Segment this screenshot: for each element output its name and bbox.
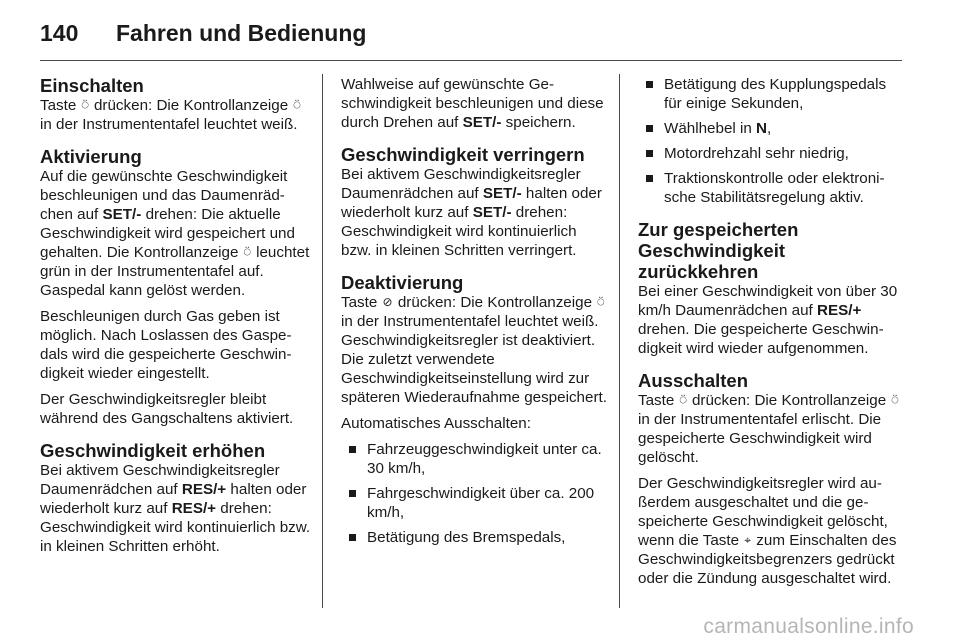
cancel-icon: ⊘ bbox=[382, 295, 393, 309]
list-item: Betätigung des Kupplungspedals für einige Sekunden, bbox=[638, 75, 904, 113]
paragraph: Bei aktivem Geschwindigkeitsregler Daumenrädchen auf RES/+ halten oder wiederholt kurz auf RES/+ drehen: Geschwindigkeit wird kontinuierlich bzw. in kleinen Schritten erhöht. bbox=[40, 462, 311, 555]
section bbox=[341, 144, 607, 260]
section bbox=[40, 440, 312, 556]
paragraph: Bei aktivem Geschwindigkeitsregler Daumenrädchen auf SET/- halten oder wiederholt kurz auf SET/- drehen: Geschwindigkeit wird kontinuierlich bzw. in kleinen Schritten verringert. bbox=[341, 166, 602, 259]
paragraph: Wahlweise auf gewünschte Geschwindigkeit beschleunigen und diese durch Drehen auf SET/- speichern. bbox=[341, 76, 604, 131]
section-heading: Geschwindigkeit verringern bbox=[341, 144, 585, 165]
section bbox=[638, 370, 904, 588]
paragraph: Taste ⍥ drücken: Die Kontrollanzeige ⍥ in der Instrumententafel leuchtet weiß. bbox=[40, 97, 301, 133]
cruise-control-icon: ⍥ bbox=[81, 98, 89, 112]
paragraph: Der Geschwindigkeitsregler bleibt während des Gangschaltens aktiviert. bbox=[40, 391, 294, 427]
list-item: Betätigung des Bremspedals, bbox=[341, 528, 607, 547]
speed-limiter-icon: ⌖ bbox=[744, 533, 752, 547]
section-heading: Aktivierung bbox=[40, 146, 142, 167]
paragraph: Automatisches Ausschalten: bbox=[341, 415, 531, 432]
column-divider bbox=[619, 74, 620, 608]
cruise-control-icon: ⍥ bbox=[891, 393, 899, 407]
section-heading: Ausschalten bbox=[638, 370, 749, 391]
column-divider bbox=[322, 74, 323, 608]
cruise-control-icon: ⍥ bbox=[679, 393, 687, 407]
paragraph: Beschleunigen durch Gas geben ist möglich. Nach Loslassen des Gaspedals wird die gespeicherte Geschwindigkeit wieder eingestellt. bbox=[40, 308, 292, 382]
paragraph: Bei einer Geschwindigkeit von über 30 km/h Daumenrädchen auf RES/+ drehen. Die gespeicherte Geschwindigkeit wird wieder aufgenommen. bbox=[638, 283, 898, 357]
cruise-control-icon: ⍥ bbox=[597, 295, 605, 309]
section-heading: Deaktivierung bbox=[341, 272, 464, 293]
section bbox=[341, 272, 607, 547]
page-header bbox=[40, 18, 920, 58]
section bbox=[638, 219, 904, 358]
list-item: Traktionskontrolle oder elektronische Stabilitätsregelung aktiv. bbox=[638, 169, 904, 207]
column-2 bbox=[341, 75, 607, 553]
cruise-control-icon: ⍥ bbox=[293, 98, 301, 112]
bullet-list bbox=[341, 440, 607, 547]
column-3 bbox=[638, 75, 904, 595]
paragraph: Der Geschwindigkeitsregler wird außerdem ausgeschaltet und die gespeicherte Geschwindigkeit gelöscht, wenn die Taste ⌖ zum Einschalten des Geschwindigkeitsbegrenzers gedrückt oder die Zündung ausgeschaltet wird. bbox=[638, 475, 897, 587]
bullet-list bbox=[638, 75, 904, 207]
paragraph: Auf die gewünschte Geschwindigkeit beschleunigen und das Daumenrädchen auf SET/- drehen: Die aktuelle Geschwindigkeit wird gespeichert und gehalten. Die Kontrollanzeige ⍥ leuchtet grün in der Instrumententafel auf. Gaspedal kann gelöst werden. bbox=[40, 168, 310, 299]
page-title: Fahren und Bedienung bbox=[116, 20, 367, 46]
list-item: Motordrehzahl sehr niedrig, bbox=[638, 144, 904, 163]
list-item: Wählhebel in N, bbox=[638, 119, 904, 138]
header-rule bbox=[40, 60, 902, 61]
section-heading: Zur gespeicherten Geschwindigkeit zurückkehren bbox=[638, 219, 799, 282]
list-item: Fahrgeschwindigkeit über ca. 200 km/h, bbox=[341, 484, 607, 522]
section-heading: Geschwindigkeit erhöhen bbox=[40, 440, 266, 461]
paragraph: Taste ⍥ drücken: Die Kontrollanzeige ⍥ in der Instrumententafel erlischt. Die gespeicherte Geschwindigkeit wird gelöscht. bbox=[638, 392, 899, 466]
section-heading: Einschalten bbox=[40, 75, 144, 96]
paragraph: Taste ⊘ drücken: Die Kontrollanzeige ⍥ in der Instrumententafel leuchtet weiß. Geschwindigkeitsregler ist deaktiviert. Die zuletzt verwendete Geschwindigkeitseinstellung wird zur späteren Wiederaufnahme gespeichert. bbox=[341, 294, 607, 406]
section bbox=[40, 146, 312, 428]
watermark: carmanualsonline.info bbox=[703, 615, 914, 638]
page-number: 140 bbox=[40, 20, 79, 46]
column-1 bbox=[40, 75, 312, 563]
list-item: Fahrzeuggeschwindigkeit unter ca. 30 km/h, bbox=[341, 440, 607, 478]
cruise-control-icon: ⍥ bbox=[243, 245, 251, 259]
